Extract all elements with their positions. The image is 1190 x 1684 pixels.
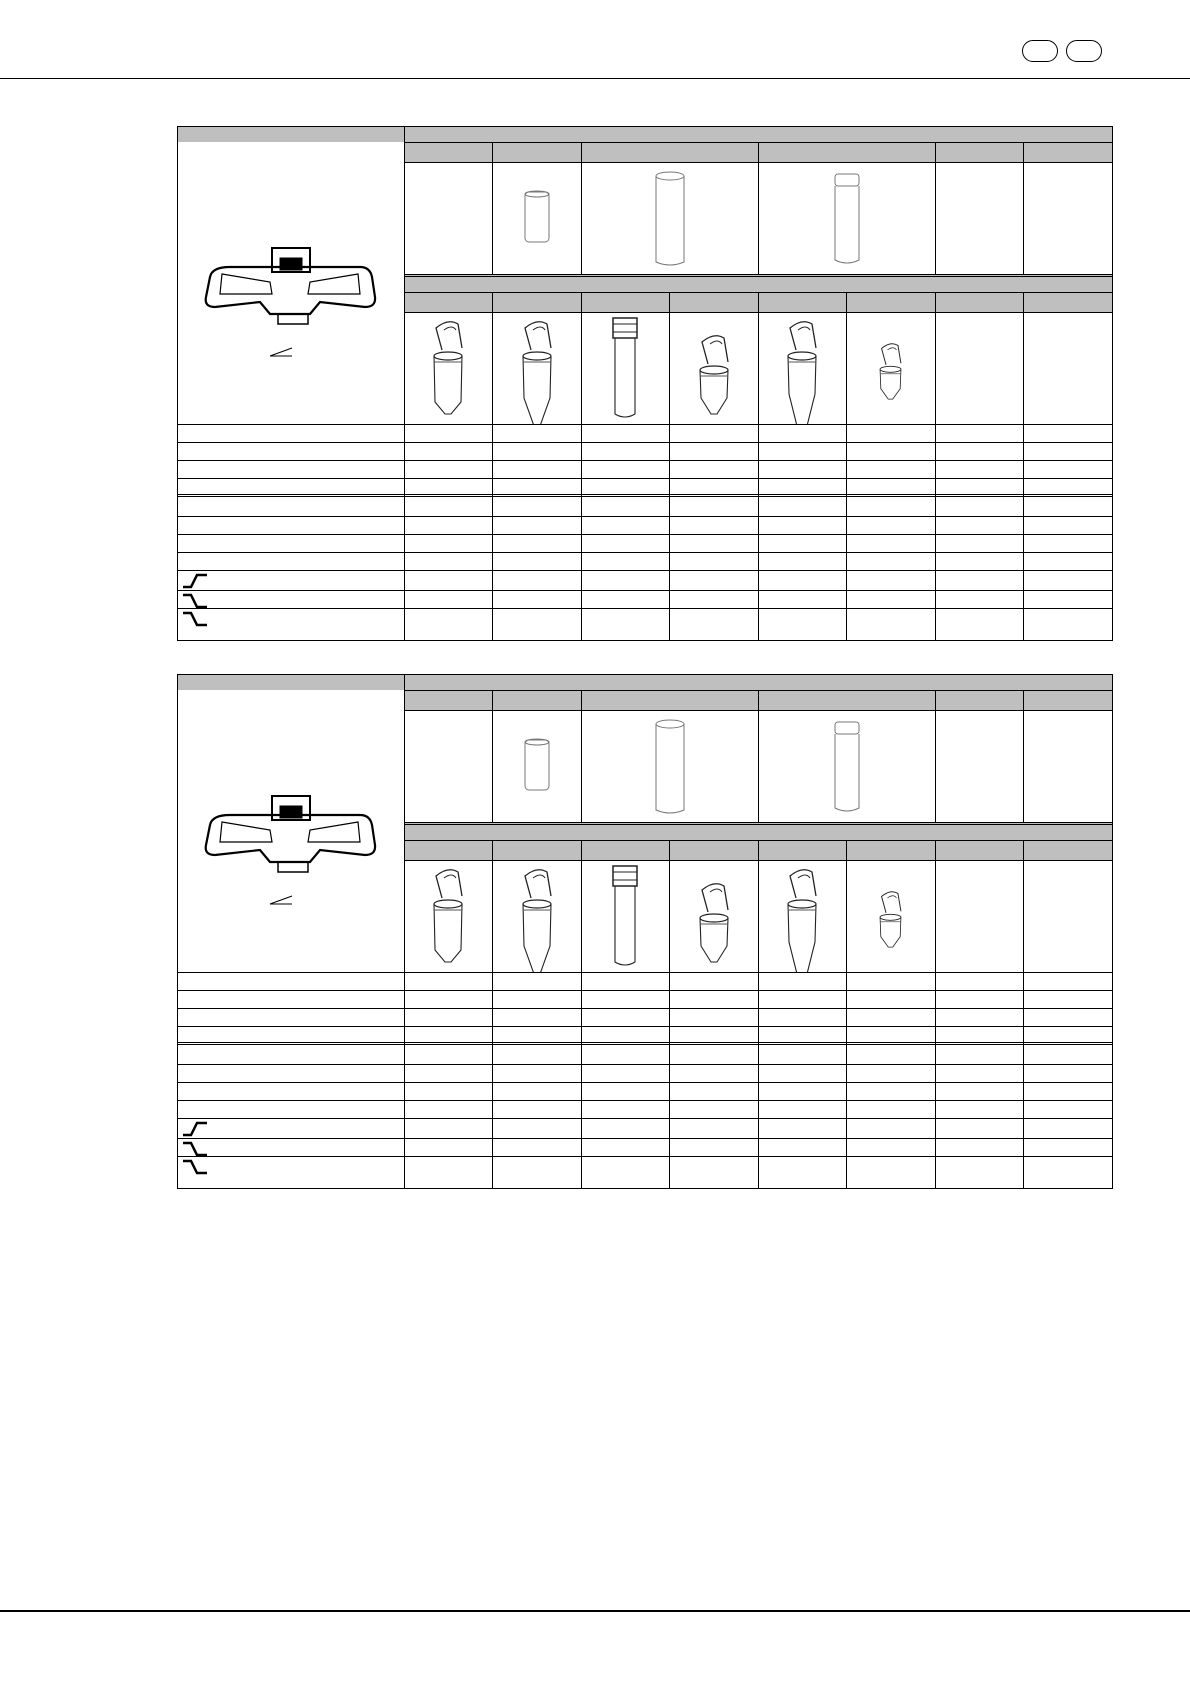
row-rule: [177, 478, 1112, 479]
cap-tube-drawing: [684, 328, 744, 438]
row-rule: [177, 1156, 1112, 1157]
frame-top: [177, 674, 1112, 675]
swing-rotor-drawing: [200, 770, 380, 910]
frame-bottom: [177, 640, 1112, 641]
row-rule: [177, 570, 1112, 571]
col-rule-a: [935, 690, 936, 822]
col-rule-b: [669, 840, 670, 1188]
row-rule-double: [177, 494, 1112, 495]
section-rule: [404, 824, 1112, 825]
row-rule: [177, 1082, 1112, 1083]
col-rule-b: [1023, 840, 1024, 1188]
row-rule: [177, 1118, 1112, 1119]
row-rule: [177, 1008, 1112, 1009]
col-rule-b: [581, 840, 582, 1188]
threaded-tube-drawing: [817, 170, 877, 270]
row-rule: [177, 1026, 1112, 1027]
frame-top: [177, 126, 1112, 127]
cap-tube-drawing: [684, 876, 744, 986]
frame-left: [177, 674, 178, 1188]
ramp-down-icon: [181, 609, 209, 629]
section-rule: [404, 822, 1112, 823]
cap-tube-drawing: [868, 338, 913, 420]
threaded-tube-drawing: [817, 718, 877, 818]
ramp-up-icon: [181, 1119, 209, 1139]
col-rule-b: [846, 840, 847, 1188]
cap-tube-drawing: [418, 314, 478, 424]
col-rule-a: [492, 690, 493, 822]
col-rule-a: [581, 690, 582, 822]
cap-tube-drawing: [868, 886, 913, 968]
row-rule: [177, 496, 1112, 497]
row-rule: [177, 534, 1112, 535]
row-rule: [177, 1100, 1112, 1101]
row-rule: [177, 608, 1112, 609]
short-tube-drawing: [507, 188, 567, 252]
row-rule: [177, 442, 1112, 443]
col-rule-b: [581, 292, 582, 640]
col-rule-b: [1023, 292, 1024, 640]
col-rule-b: [492, 292, 493, 640]
row-rule: [177, 590, 1112, 591]
col-rule-a: [758, 690, 759, 822]
long-tube-drawing: [640, 168, 700, 272]
row-rule: [177, 516, 1112, 517]
title-band: [177, 674, 1112, 690]
frame-divider: [404, 126, 405, 640]
short-tube-drawing: [507, 736, 567, 800]
ramp-down-icon: [181, 591, 209, 611]
frame-right: [1112, 674, 1113, 1189]
col-rule-a: [1023, 142, 1024, 274]
section-rule: [404, 276, 1112, 277]
col-rule-b: [669, 292, 670, 640]
cap-tube-drawing: [772, 314, 832, 424]
long-tube-drawing: [640, 716, 700, 820]
col-rule-a: [758, 142, 759, 274]
row-rule: [177, 1138, 1112, 1139]
row-rule: [177, 424, 1112, 425]
col-rule-a: [1023, 690, 1024, 822]
frame-left: [177, 126, 178, 640]
col-rule-a: [935, 142, 936, 274]
cap-tube-drawing: [507, 314, 567, 424]
language-badge-2[interactable]: [1066, 40, 1102, 62]
col-rule-a: [581, 142, 582, 274]
ramp-up-icon: [181, 571, 209, 591]
col-rule-b: [935, 292, 936, 640]
ramp-down-icon: [181, 1139, 209, 1159]
row-rule-double: [177, 1042, 1112, 1043]
col-rule-b: [758, 292, 759, 640]
section-rule: [404, 274, 1112, 275]
col-rule-b: [492, 840, 493, 1188]
col-rule-b: [846, 292, 847, 640]
frame-divider: [404, 674, 405, 1188]
header-rule: [0, 78, 1190, 79]
screw-cap-tube-drawing: [595, 314, 655, 422]
cap-tube-drawing: [507, 862, 567, 972]
row-rule: [177, 972, 1112, 973]
row-rule: [177, 1064, 1112, 1065]
col-rule-a: [492, 142, 493, 274]
row-rule: [177, 1044, 1112, 1045]
row-rule: [177, 460, 1112, 461]
title-band: [177, 126, 1112, 142]
ramp-down-icon: [181, 1157, 209, 1177]
swing-rotor-drawing: [200, 222, 380, 362]
footer-rule: [0, 1610, 1190, 1612]
frame-right: [1112, 126, 1113, 641]
col-rule-b: [935, 840, 936, 1188]
frame-bottom: [177, 1188, 1112, 1189]
row-rule: [177, 990, 1112, 991]
cap-tube-drawing: [418, 862, 478, 972]
row-rule: [177, 552, 1112, 553]
cap-tube-drawing: [772, 862, 832, 972]
language-badge-1[interactable]: [1022, 40, 1058, 62]
col-rule-b: [758, 840, 759, 1188]
screw-cap-tube-drawing: [595, 862, 655, 970]
